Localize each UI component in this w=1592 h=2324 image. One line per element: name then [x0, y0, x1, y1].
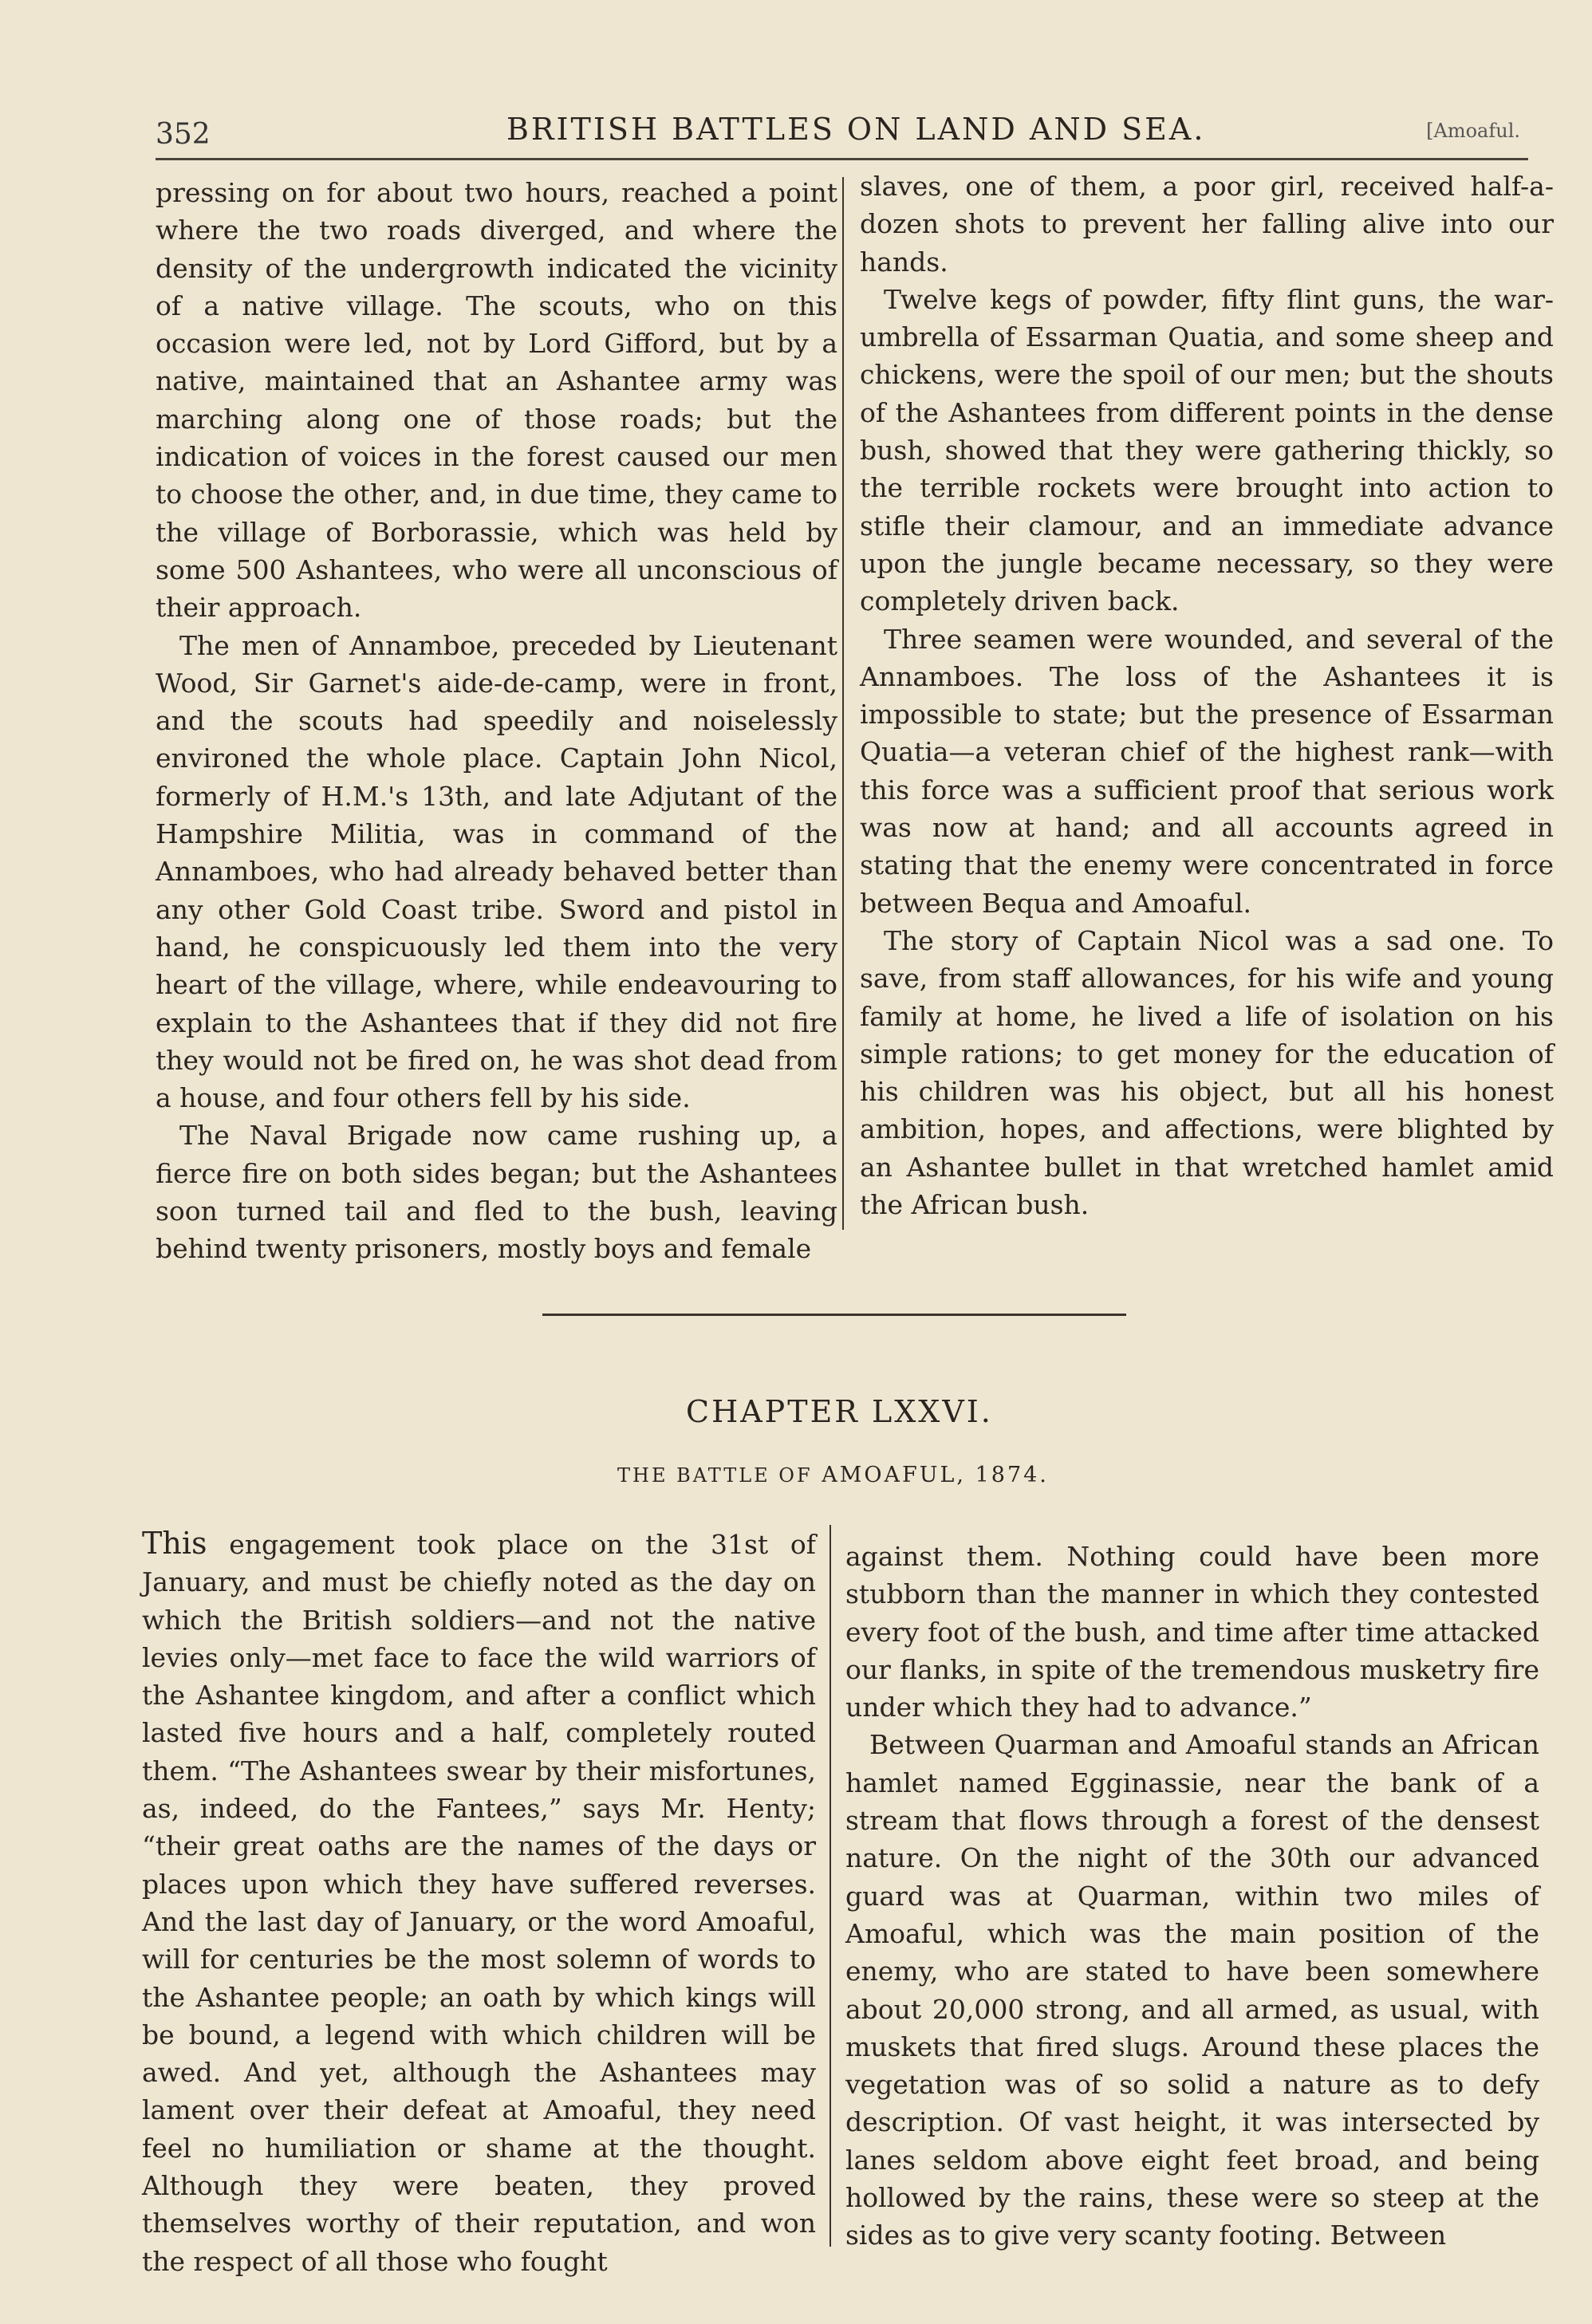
running-title: BRITISH BATTLES ON LAND AND SEA. — [506, 112, 1206, 147]
section-note: [Amoaful. — [1426, 120, 1520, 142]
opening-paragraph — [142, 1525, 816, 2280]
upper-right-column — [860, 167, 1554, 1223]
paragraph: Between Quarman and Amoaful stands an African hamlet named Egginassie, near the bank of a stream that flows through a forest of the densest nature. On the night of the 30th our advanced guard was at Quarman, within two miles of Amoaful, which was the main position of the enemy, who are stated to have been somewhere about 20,000 strong, and all armed, as usual, with muskets that fired slugs. Around these places the vegetation was of so solid a nature as to defy description. Of vast height, it was intersected by lanes seldom above eight feet broad, and being hollowed by the rains, these were so steep at the sides as to give very scanty footing. Between — [845, 1729, 1539, 2251]
subtitle-place: AMOAFUL, — [822, 1463, 966, 1487]
opening-paragraph-text: engagement took place on the 31st of January, and must be chiefly noted as the day on which the British soldiers—and not the native levies only—met face to face the wild warriors of the Ashantee kingdom, and after a conflict which lasted five hours and a half, completely routed them. “The Ashantees swear by their misfortunes, as, indeed, do the Fantees,” says Mr. Henty; “their great oaths are the names of the days or places upon which they have suffered reverses. And the last day of January, or the word Amoaful, will for centuries be the most solemn of words to the Ashantee people; an oath by which kings will be bound, a legend with which children will be awed. And yet, although the Ashantees may lament over their defeat at Amoaful, they need feel no humiliation or shame at the thought. Although they were beaten, they proved themselves worthy of their reputation, and won the respect of all those who fought — [142, 1529, 816, 2277]
opening-word: This — [142, 1526, 207, 1561]
paragraph: against them. Nothing could have been more stubborn than the manner in which they contested every foot of the bush, and time after time attacked our flanks, in spite of the tremendous musketry fire under which they had to advance.” — [845, 1541, 1539, 1723]
page-number: 352 — [156, 118, 211, 151]
paragraph: pressing on for about two hours, reached a point where the two roads diverged, and where the density of the undergrowth indicated the vicinity of a native village. The scouts, who on this occasion were led, not by Lord Gifford, but by a native, maintained that an Ashantee army was marching along one of those roads; but the indication of voices in the forest caused our men to choose the other, and, in due time, they came to the village of Borborassie, which was held by some 500 Ashantees, who were all unconscious of their approach. — [156, 177, 837, 624]
subtitle-prefix: THE BATTLE OF — [617, 1464, 813, 1487]
paragraph: slaves, one of them, a poor girl, received half-a-dozen shots to prevent her falling alive into our hands. — [860, 171, 1554, 278]
column-divider — [842, 177, 844, 1230]
paragraph: Three seamen were wounded, and several of the Annamboes. The loss of the Ashantees it is impossible to state; but the presence of Essarman Quatia—a veteran chief of the highest rank—with this force was a sufficient proof that serious work was now at hand; and all accounts agreed in stating that the enemy were concentrated in force between Bequa and Amoaful. — [860, 623, 1554, 919]
subtitle-year: 1874. — [975, 1463, 1049, 1487]
column-divider — [829, 1525, 831, 2247]
paragraph: The story of Captain Nicol was a sad one. To save, from staff allowances, for his wife and young family at home, he lived a life of isolation on his simple rations; to get money for the education of his children was his object, but all his honest ambition, hopes, and affections, were blighted by an Ashantee bullet in that wretched hamlet amid the African bush. — [860, 924, 1554, 1221]
chapter-title: CHAPTER LXXVI. — [686, 1394, 993, 1429]
section-divider — [542, 1314, 1126, 1316]
paragraph: Twelve kegs of powder, fifty flint guns, the war-umbrella of Essarman Quatia, and some sheep and chickens, were the spoil of our men; but the shouts of the Ashantees from different points in the dense bush, showed that they were gathering thickly, so the terrible rockets were brought into action to stifle their clamour, and an immediate advance upon the jungle became necessary, so they were completely driven back. — [860, 283, 1554, 617]
running-header — [156, 104, 1528, 160]
header-rule — [156, 158, 1528, 160]
paragraph: The Naval Brigade now came rushing up, a fierce fire on both sides began; but the Ashantees soon turned tail and fled to the bush, leaving behind twenty prisoners, mostly boys and female — [156, 1120, 837, 1265]
upper-left-column — [156, 174, 837, 1268]
lower-left-column — [142, 1525, 816, 2280]
chapter-subtitle — [617, 1463, 1049, 1487]
lower-right-column — [845, 1538, 1539, 2255]
paragraph: The men of Annamboe, preceded by Lieutenant Wood, Sir Garnet's aide-de-camp, were in front, and the scouts had speedily and noiselessly environed the whole place. Captain John Nicol, formerly of H.M.'s 13th, and late Adjutant of the Hampshire Militia, was in command of the Annamboes, who had already behaved better than any other Gold Coast tribe. Sword and pistol in hand, he conspicuously led them into the very heart of the village, where, while endeavouring to explain to the Ashantees that if they did not fire they would not be fired on, he was shot dead from a house, and four others fell by his side. — [156, 629, 837, 1114]
